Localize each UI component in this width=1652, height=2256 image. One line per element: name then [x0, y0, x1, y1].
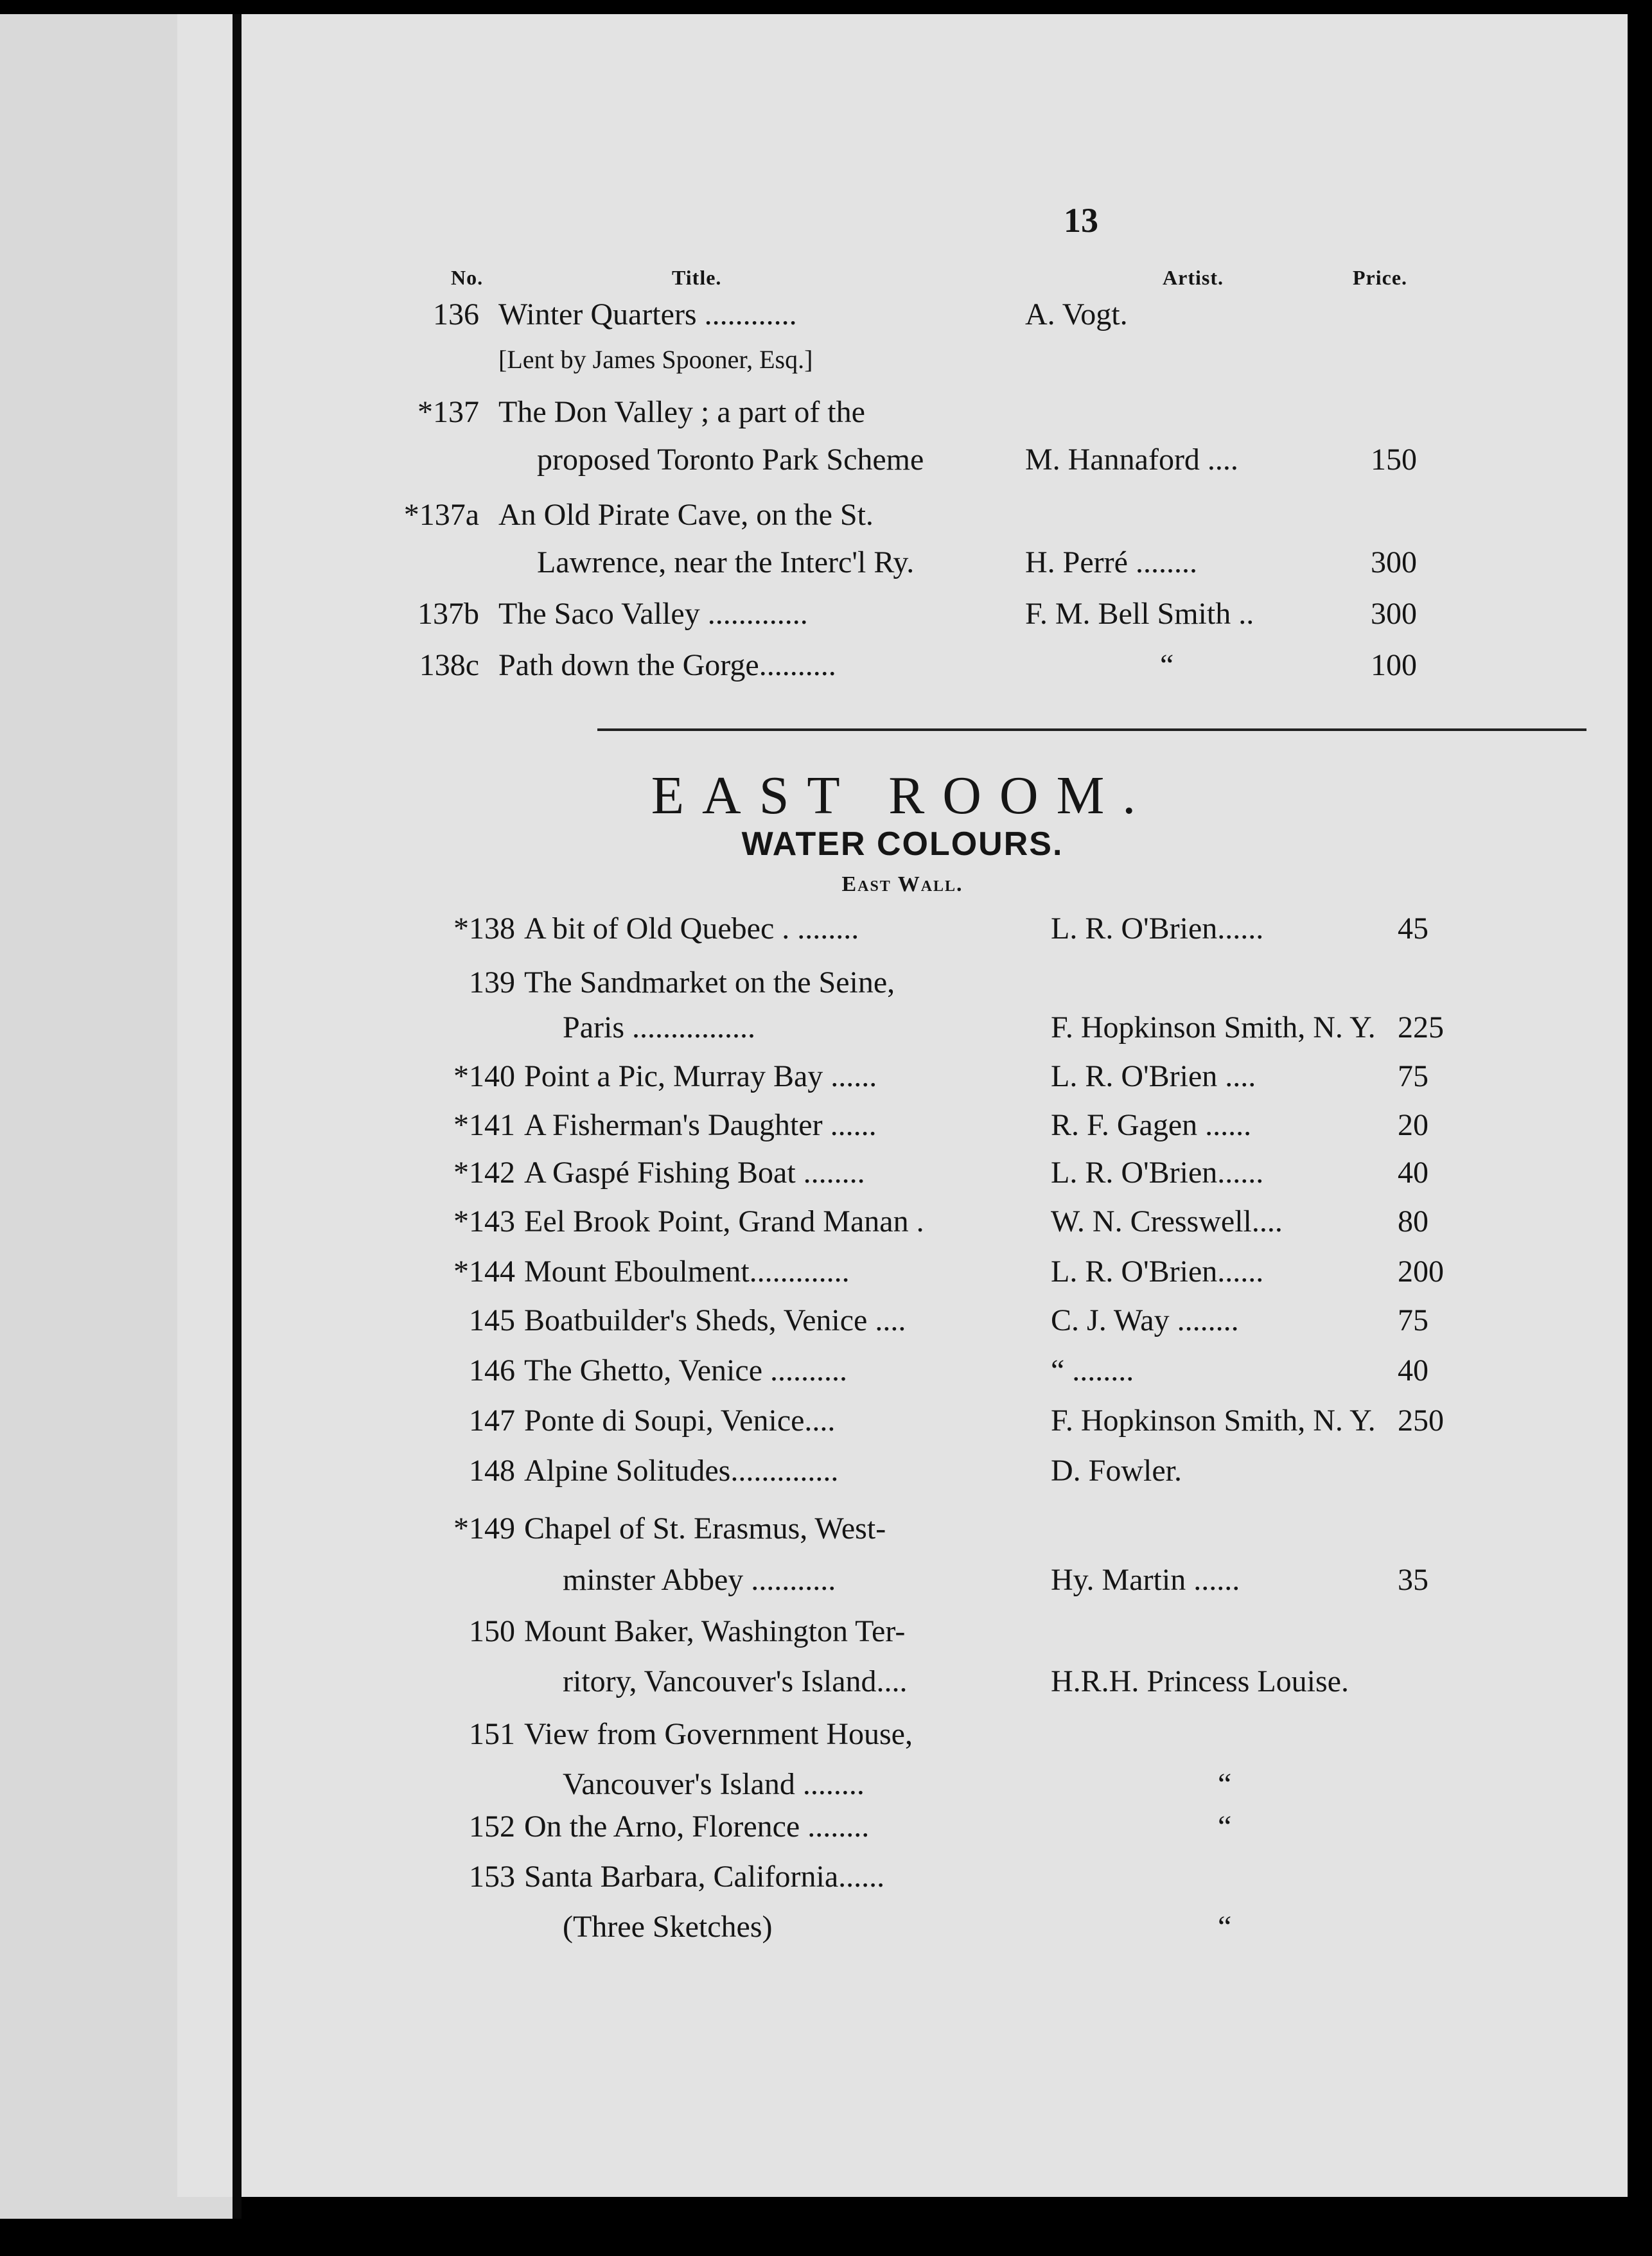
entry-title: Ponte di Soupi, Venice....	[524, 1404, 836, 1438]
entry-price: 300	[1371, 545, 1417, 579]
entry-price: 300	[1371, 597, 1417, 631]
entry-number: 151	[469, 1717, 515, 1751]
entry-title: On the Arno, Florence ........	[524, 1810, 870, 1844]
entry-number: 139	[469, 965, 515, 1000]
catalogue-entry	[177, 1059, 1628, 1100]
entry-title: A bit of Old Quebec . ........	[524, 912, 859, 946]
entry-price: 80	[1398, 1204, 1428, 1238]
catalogue-entry	[177, 1155, 1628, 1196]
catalogue-entry	[177, 911, 1628, 952]
entry-price: 150	[1371, 443, 1417, 477]
catalogue-entry	[177, 965, 1628, 1006]
entry-artist: L. R. O'Brien......	[1051, 1156, 1264, 1190]
entry-number: 136	[433, 297, 479, 331]
entry-title: Path down the Gorge..........	[498, 648, 836, 682]
entry-artist: M. Hannaford ....	[1025, 443, 1238, 477]
catalogue-entry	[177, 344, 1628, 385]
entry-number: 152	[469, 1810, 515, 1844]
catalogue-entry	[177, 1909, 1628, 1950]
entry-number: 147	[469, 1404, 515, 1438]
catalogue-entry	[177, 1562, 1628, 1603]
entry-artist: H. Perré ........	[1025, 545, 1197, 579]
entry-artist: F. M. Bell Smith ..	[1025, 597, 1254, 631]
entry-number: *143	[453, 1204, 515, 1238]
entry-artist: D. Fowler.	[1051, 1454, 1182, 1488]
entry-title: View from Government House,	[524, 1717, 913, 1751]
page-gutter	[233, 14, 242, 2219]
entry-title: Vancouver's Island ........	[563, 1767, 865, 1801]
catalogue-entry	[177, 545, 1628, 586]
entry-price: 45	[1398, 912, 1428, 946]
entry-artist: R. F. Gagen ......	[1051, 1108, 1252, 1142]
entry-title: proposed Toronto Park Scheme	[537, 443, 924, 477]
page-number: 13	[1064, 201, 1098, 240]
entry-number: 145	[469, 1303, 515, 1337]
column-header-artist: Artist.	[1163, 266, 1224, 289]
entry-price: 200	[1398, 1255, 1444, 1289]
entry-title: An Old Pirate Cave, on the St.	[498, 498, 874, 532]
catalogue-entry	[177, 297, 1628, 338]
entry-number: 138c	[419, 648, 479, 682]
entry-artist: F. Hopkinson Smith, N. Y.	[1051, 1010, 1376, 1044]
entry-title: [Lent by James Spooner, Esq.]	[498, 345, 813, 374]
catalogue-entry	[177, 1303, 1628, 1344]
catalogue-entry	[177, 394, 1628, 436]
catalogue-entry	[177, 596, 1628, 637]
catalogue-entry	[177, 1010, 1628, 1051]
entry-price: 40	[1398, 1353, 1428, 1388]
entry-title: minster Abbey ...........	[563, 1563, 836, 1597]
entry-title: The Saco Valley .............	[498, 597, 808, 631]
section-divider	[597, 728, 1586, 731]
section-subtitle: WATER COLOURS.	[741, 825, 1064, 863]
catalogue-entry	[177, 497, 1628, 538]
catalogue-entry	[177, 1859, 1628, 1900]
entry-price: 75	[1398, 1059, 1428, 1093]
entry-number: 150	[469, 1614, 515, 1648]
entry-artist: A. Vogt.	[1025, 297, 1128, 331]
catalogue-entry	[177, 1614, 1628, 1655]
entry-price: 40	[1398, 1156, 1428, 1190]
entry-title: The Ghetto, Venice ..........	[524, 1353, 847, 1388]
catalogue-entry	[177, 1453, 1628, 1494]
wall-heading: East Wall.	[841, 872, 963, 896]
entry-title: The Sandmarket on the Seine,	[524, 965, 895, 1000]
entry-title: ritory, Vancouver's Island....	[563, 1664, 908, 1698]
catalogue-entry	[177, 1664, 1628, 1705]
entry-number: *144	[453, 1255, 515, 1289]
entry-artist: H.R.H. Princess Louise.	[1051, 1664, 1349, 1698]
entry-number: *141	[453, 1108, 515, 1142]
catalogue-entry	[177, 648, 1628, 689]
entry-artist: F. Hopkinson Smith, N. Y.	[1051, 1404, 1376, 1438]
room-heading: EAST ROOM.	[651, 766, 1154, 825]
entry-title: (Three Sketches)	[563, 1910, 773, 1944]
entry-artist: L. R. O'Brien......	[1051, 1255, 1264, 1289]
entry-title: Chapel of St. Erasmus, West-	[524, 1511, 886, 1546]
entry-title: A Gaspé Fishing Boat ........	[524, 1156, 865, 1190]
entry-number: *149	[453, 1511, 515, 1546]
entry-number: 146	[469, 1353, 515, 1388]
entry-title: The Don Valley ; a part of the	[498, 395, 865, 429]
entry-title: Mount Eboulment.............	[524, 1255, 850, 1289]
catalogue-page	[177, 14, 1628, 2197]
entry-artist: “	[1218, 1910, 1232, 1944]
entry-title: Paris ................	[563, 1010, 755, 1044]
catalogue-entry	[177, 1204, 1628, 1245]
column-header-price: Price.	[1353, 266, 1408, 289]
catalogue-entry	[177, 1767, 1628, 1808]
entry-title: A Fisherman's Daughter ......	[524, 1108, 877, 1142]
entry-title: Boatbuilder's Sheds, Venice ....	[524, 1303, 906, 1337]
entry-artist: “	[1218, 1767, 1232, 1801]
entry-price: 225	[1398, 1010, 1444, 1044]
catalogue-entry	[177, 1107, 1628, 1149]
entry-title: Winter Quarters ............	[498, 297, 797, 331]
entry-artist: C. J. Way ........	[1051, 1303, 1239, 1337]
catalogue-entry	[177, 442, 1628, 483]
entry-number: *137a	[403, 498, 479, 532]
entry-price: 250	[1398, 1404, 1444, 1438]
entry-price: 35	[1398, 1563, 1428, 1597]
catalogue-entry	[177, 1809, 1628, 1850]
entry-number: *137	[417, 395, 479, 429]
entry-artist: W. N. Cresswell....	[1051, 1204, 1283, 1238]
entry-artist: Hy. Martin ......	[1051, 1563, 1240, 1597]
entry-artist: “ ........	[1051, 1353, 1134, 1388]
entry-title: Point a Pic, Murray Bay ......	[524, 1059, 877, 1093]
column-header-no: No.	[451, 266, 484, 289]
entry-title: Lawrence, near the Interc'l Ry.	[537, 545, 915, 579]
entry-artist: L. R. O'Brien ....	[1051, 1059, 1256, 1093]
entry-title: Mount Baker, Washington Ter-	[524, 1614, 906, 1648]
entry-artist: “	[1218, 1810, 1232, 1844]
entry-price: 20	[1398, 1108, 1428, 1142]
entry-number: *138	[453, 912, 515, 946]
entry-title: Alpine Solitudes..............	[524, 1454, 839, 1488]
entry-number: 153	[469, 1860, 515, 1894]
entry-title: Santa Barbara, California......	[524, 1860, 885, 1894]
entry-number: *142	[453, 1156, 515, 1190]
catalogue-entry	[177, 1403, 1628, 1444]
entry-price: 75	[1398, 1303, 1428, 1337]
catalogue-entry	[177, 1353, 1628, 1394]
catalogue-entry	[177, 1511, 1628, 1552]
entry-title: Eel Brook Point, Grand Manan .	[524, 1204, 924, 1238]
column-header-title: Title.	[672, 266, 722, 289]
entry-number: 148	[469, 1454, 515, 1488]
entry-number: 137b	[417, 597, 479, 631]
entry-artist: “	[1160, 648, 1174, 682]
catalogue-entry	[177, 1254, 1628, 1295]
catalogue-entry	[177, 1716, 1628, 1758]
entry-price: 100	[1371, 648, 1417, 682]
entry-artist: L. R. O'Brien......	[1051, 912, 1264, 946]
entry-number: *140	[453, 1059, 515, 1093]
